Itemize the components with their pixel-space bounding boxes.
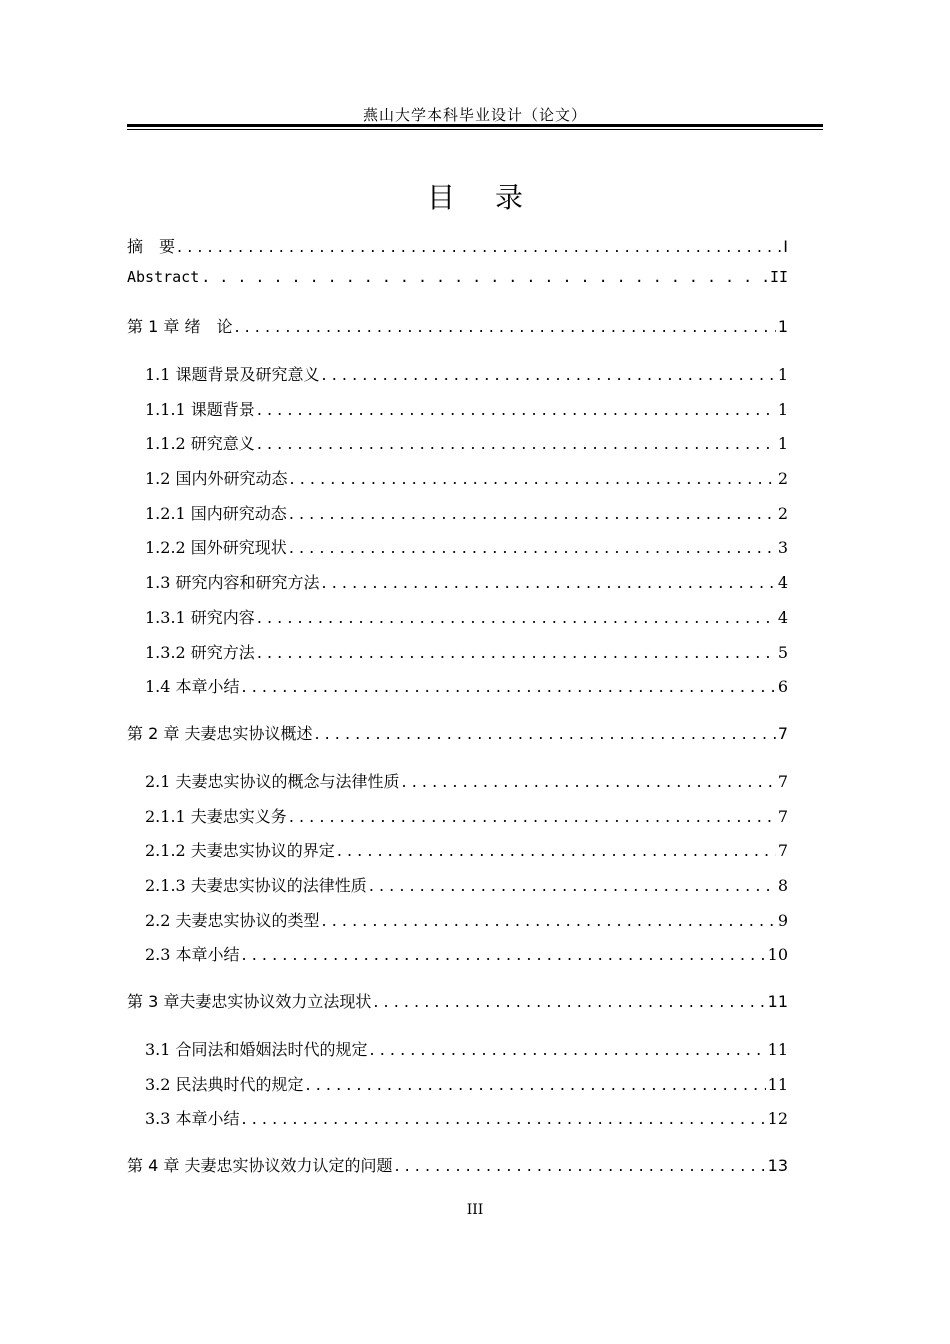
- toc-dot-leader: [289, 538, 776, 557]
- toc-dot-leader: [201, 268, 768, 286]
- toc-entry[interactable]: [145, 838, 788, 862]
- toc-dot-leader: [242, 1109, 766, 1128]
- toc-entry-label: 2.1.3 夫妻忠实协议的法律性质: [145, 876, 367, 895]
- toc-dot-leader: [337, 841, 776, 860]
- toc-entry-page: II: [769, 268, 788, 286]
- toc-entry-label: 1.2.2 国外研究现状: [145, 538, 287, 557]
- toc-entry-page: 4: [777, 573, 788, 592]
- toc-entry[interactable]: [145, 640, 788, 664]
- toc-entry[interactable]: [127, 721, 788, 745]
- toc-dot-leader: [257, 608, 776, 627]
- toc-entry[interactable]: [145, 535, 788, 559]
- toc-entry[interactable]: [127, 989, 788, 1013]
- toc-entry-label: 第 4 章 夫妻忠实协议效力认定的问题: [127, 1156, 393, 1175]
- toc-title: 目录: [426, 181, 563, 214]
- toc-dot-leader: [242, 677, 776, 696]
- toc-dot-leader: [322, 911, 776, 930]
- toc-entry-label: 1.4 本章小结: [145, 677, 240, 696]
- header-rule-thin: [127, 129, 823, 130]
- toc-entry-label: 1.2.1 国内研究动态: [145, 504, 287, 523]
- toc-entry-page: 11: [767, 992, 788, 1011]
- toc-dot-leader: [242, 945, 766, 964]
- toc-entry[interactable]: [145, 501, 788, 525]
- toc-entry[interactable]: [145, 674, 788, 698]
- toc-entry[interactable]: [145, 873, 788, 897]
- toc-entry-label: 第 3 章夫妻忠实协议效力立法现状: [127, 992, 372, 1011]
- toc-entry[interactable]: [145, 605, 788, 629]
- toc-dot-leader: [289, 807, 776, 826]
- toc-entry[interactable]: [127, 234, 788, 258]
- toc-entry[interactable]: [145, 942, 788, 966]
- toc-entry-page: 1: [777, 317, 788, 336]
- toc-entry-page: 4: [777, 608, 788, 627]
- toc-entry-label: 2.3 本章小结: [145, 945, 240, 964]
- toc-entry-label: 3.3 本章小结: [145, 1109, 240, 1128]
- toc-entry[interactable]: [127, 314, 788, 338]
- toc-entry-label: 1.3 研究内容和研究方法: [145, 573, 320, 592]
- toc-entry[interactable]: [127, 268, 788, 292]
- toc-entry-page: 1: [777, 365, 788, 384]
- toc-entry-page: 3: [777, 538, 788, 557]
- toc-entry-page: 11: [767, 1040, 788, 1059]
- toc-dot-leader: [314, 724, 775, 743]
- toc-dot-leader: [322, 573, 776, 592]
- toc-entry[interactable]: [145, 1106, 788, 1130]
- toc-entry-page: 9: [777, 911, 788, 930]
- toc-entry[interactable]: [145, 1037, 788, 1061]
- toc-entry-page: 10: [767, 945, 788, 964]
- toc-dot-leader: [257, 643, 776, 662]
- toc-entry[interactable]: [145, 466, 788, 490]
- toc-entry-page: 8: [777, 876, 788, 895]
- toc-entry-page: 5: [777, 643, 788, 662]
- toc-dot-leader: [322, 365, 776, 384]
- header-rule-thick: [127, 124, 823, 127]
- toc-dot-leader: [306, 1075, 766, 1094]
- toc-entry-label: 1.1.2 研究意义: [145, 434, 255, 453]
- toc-dot-leader: [177, 237, 781, 256]
- toc-dot-leader: [257, 400, 776, 419]
- toc-entry[interactable]: [145, 397, 788, 421]
- toc-entry-label: 2.2 夫妻忠实协议的类型: [145, 911, 320, 930]
- toc-entry-page: 11: [767, 1075, 788, 1094]
- toc-entry-page: 7: [777, 807, 788, 826]
- toc-entry-label: 1.3.1 研究内容: [145, 608, 255, 627]
- toc-entry-label: 第 1 章 绪 论: [127, 317, 233, 336]
- toc-entry-label: 3.1 合同法和婚姻法时代的规定: [145, 1040, 368, 1059]
- toc-entry-label: 2.1 夫妻忠实协议的概念与法律性质: [145, 772, 400, 791]
- toc-dot-leader: [290, 469, 776, 488]
- toc-dot-leader: [289, 504, 776, 523]
- toc-entry-label: 1.2 国内外研究动态: [145, 469, 288, 488]
- toc-entry-label: Abstract: [127, 268, 200, 286]
- toc-entry[interactable]: [145, 1072, 788, 1096]
- toc-entry-page: 13: [767, 1156, 788, 1175]
- toc-entry[interactable]: [145, 431, 788, 455]
- toc-entry-page: 12: [767, 1109, 788, 1128]
- toc-entry-page: 2: [777, 504, 788, 523]
- toc-entry-label: 1.1 课题背景及研究意义: [145, 365, 320, 384]
- toc-entry-label: 第 2 章 夫妻忠实协议概述: [127, 724, 313, 743]
- toc-entry-page: 1: [777, 434, 788, 453]
- toc-entry-page: 7: [777, 841, 788, 860]
- toc-entry-page: 6: [777, 677, 788, 696]
- toc-entry-label: 2.1.1 夫妻忠实义务: [145, 807, 287, 826]
- toc-entry[interactable]: [145, 804, 788, 828]
- toc-entry[interactable]: [145, 769, 788, 793]
- toc-entry-page: 2: [777, 469, 788, 488]
- toc-entry-label: 1.1.1 课题背景: [145, 400, 255, 419]
- toc-entry-label: 2.1.2 夫妻忠实协议的界定: [145, 841, 335, 860]
- toc-dot-leader: [369, 876, 776, 895]
- toc-entry[interactable]: [145, 908, 788, 932]
- page-header: 燕山大学本科毕业设计（论文）: [362, 106, 587, 124]
- page-number: III: [466, 1202, 484, 1218]
- toc-dot-leader: [370, 1040, 766, 1059]
- toc-entry-page: 7: [777, 772, 788, 791]
- toc-entry[interactable]: [145, 570, 788, 594]
- toc-dot-leader: [234, 317, 775, 336]
- toc-entry-page: I: [783, 237, 788, 256]
- toc-entry-label: 3.2 民法典时代的规定: [145, 1075, 304, 1094]
- toc-dot-leader: [257, 434, 776, 453]
- toc-dot-leader: [373, 992, 765, 1011]
- toc-entry[interactable]: [145, 362, 788, 386]
- toc-entry-label: 摘 要: [127, 237, 176, 256]
- toc-entry-page: 1: [777, 400, 788, 419]
- toc-entry-page: 7: [777, 724, 788, 743]
- toc-entry-label: 1.3.2 研究方法: [145, 643, 255, 662]
- toc-dot-leader: [402, 772, 776, 791]
- toc-entry[interactable]: [127, 1153, 788, 1177]
- toc-dot-leader: [394, 1156, 765, 1175]
